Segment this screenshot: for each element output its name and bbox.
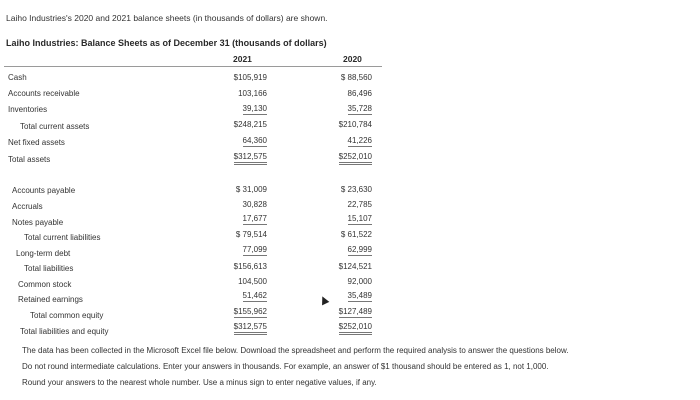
intro-text: Laiho Industries's 2020 and 2021 balance sheets (in thousands of dollars) are shown. [6, 13, 328, 23]
underlined-value: 64,360 [242, 136, 267, 145]
row-value-2020: 86,496 [347, 89, 372, 98]
row-value-2020: 92,000 [347, 277, 372, 286]
row-label: Total liabilities [24, 264, 74, 273]
row-label: Total assets [8, 155, 51, 164]
row-value-2020 [312, 136, 372, 145]
row-value-2021: 104,500 [238, 277, 267, 286]
row-label: Common stock [18, 280, 72, 289]
header-2020: 2020 [343, 54, 362, 64]
underlined-value: 17,677 [242, 214, 267, 223]
row-value-2021 [205, 307, 267, 316]
table-title: Laiho Industries: Balance Sheets as of December 31 (thousands of dollars) [6, 38, 327, 48]
row-value-2020: $ 61,522 [340, 230, 372, 239]
row-label: Total current assets [20, 122, 90, 131]
row-value-2021: $ 79,514 [235, 230, 267, 239]
header-rule [4, 66, 382, 67]
row-label: Total common equity [30, 311, 104, 320]
row-value-2021: 30,828 [242, 200, 267, 209]
row-value-2021 [205, 291, 267, 300]
row-label: Net fixed assets [8, 138, 65, 147]
underlined-value: 35,489 [347, 291, 372, 300]
underlined-value: 62,999 [347, 245, 372, 254]
row-label: Total current liabilities [24, 233, 101, 242]
row-value-2020 [312, 152, 372, 161]
row-value-2020: $210,784 [338, 120, 372, 129]
row-value-2021 [205, 245, 267, 254]
row-value-2020 [312, 322, 372, 331]
header-2021: 2021 [233, 54, 252, 64]
row-value-2020: $ 23,630 [340, 185, 372, 194]
underlined-value: 51,462 [242, 291, 267, 300]
row-value-2021: $ 31,009 [235, 185, 267, 194]
row-value-2020 [312, 307, 372, 316]
underlined-value: 39,130 [242, 104, 267, 113]
row-label: Accounts payable [12, 186, 76, 195]
footer-line-2: Do not round intermediate calculations. Enter your answers in thousands. For example, an answer of $1 thousand should be entered as 1, not 1,000. [22, 362, 549, 371]
underlined-value: $155,962 [233, 307, 267, 316]
row-value-2021: $156,613 [233, 262, 267, 271]
row-value-2020 [312, 245, 372, 254]
row-label: Retained earnings [18, 295, 83, 304]
underlined-value: 15,107 [347, 214, 372, 223]
underlined-value: 77,099 [242, 245, 267, 254]
row-value-2020: 22,785 [347, 200, 372, 209]
row-value-2021: $248,215 [233, 120, 267, 129]
row-label: Total liabilities and equity [20, 327, 109, 336]
row-value-2021 [205, 214, 267, 223]
double-underlined-value: $252,010 [339, 322, 372, 335]
row-label: Accounts receivable [8, 89, 80, 98]
row-value-2020: $ 88,560 [340, 73, 372, 82]
double-underlined-value: $312,575 [234, 322, 267, 335]
double-underlined-value: $312,575 [234, 152, 267, 165]
double-underlined-value: $252,010 [339, 152, 372, 165]
row-value-2020 [312, 214, 372, 223]
row-label: Accruals [12, 202, 43, 211]
footer-line-3: Round your answers to the nearest whole number. Use a minus sign to enter negative values, if any. [22, 378, 377, 387]
row-label: Notes payable [12, 218, 64, 227]
row-value-2021 [205, 322, 267, 331]
row-value-2021: 103,166 [238, 89, 267, 98]
row-value-2020: $124,521 [338, 262, 372, 271]
row-value-2021 [205, 152, 267, 161]
underlined-value: 35,728 [347, 104, 372, 113]
footer-line-1: The data has been collected in the Microsoft Excel file below. Download the spreadsheet and perform the required analysis to answer the questions below. [22, 346, 569, 355]
row-label: Long-term debt [16, 249, 71, 258]
row-value-2020 [312, 104, 372, 113]
row-label: Inventories [8, 105, 48, 114]
row-label: Cash [8, 73, 27, 82]
underlined-value: $127,489 [338, 307, 372, 316]
underlined-value: 41,226 [347, 136, 372, 145]
row-value-2021 [205, 104, 267, 113]
row-value-2021: $105,919 [233, 73, 267, 82]
row-value-2021 [205, 136, 267, 145]
